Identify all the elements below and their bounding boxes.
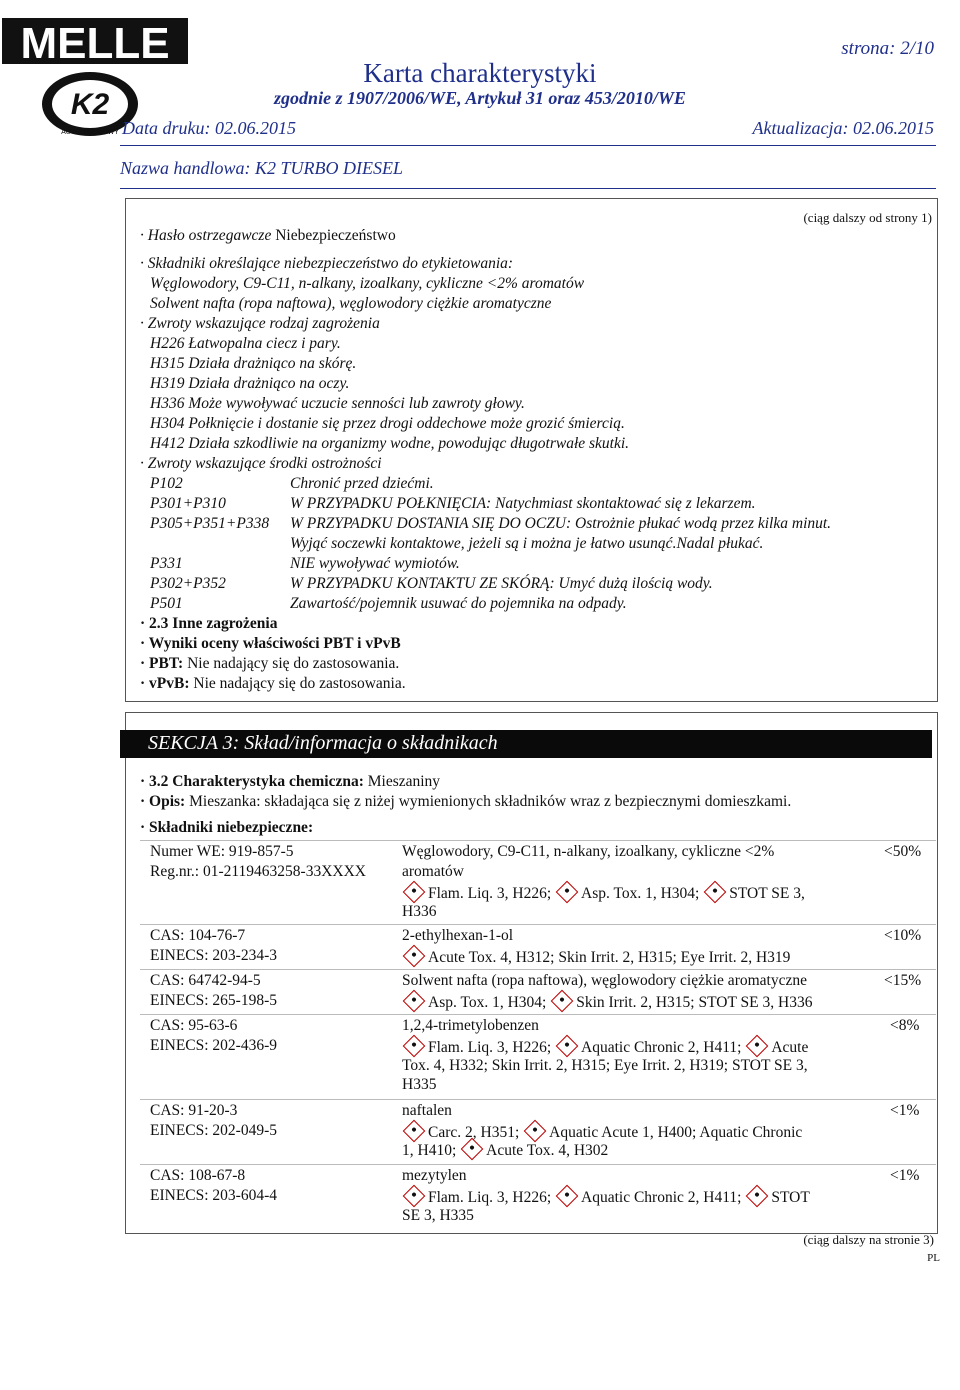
dangerous-heading: · Składniki niebezpieczne:	[140, 819, 314, 836]
component-2: Solwent nafta (ropa naftowa), węglowodory ciężkie aromatyczne	[150, 295, 552, 312]
table-divider	[140, 969, 936, 970]
p-code: P102	[150, 475, 183, 492]
row-2-name: 2-ethylhexan-1-ol	[402, 927, 514, 944]
continued-from: (ciąg dalszy od strony 1)	[803, 210, 932, 225]
page-number: strona: 2/10	[841, 38, 934, 59]
row-1-id: Numer WE: 919-857-5	[150, 843, 294, 860]
classification: STOT SE 3,	[729, 885, 805, 902]
signal-value: Niebezpieczeństwo	[275, 227, 396, 244]
pbt-heading: · Wyniki oceny właściwości PBT i vPvB	[140, 635, 401, 652]
svg-text:MELLE: MELLE	[20, 19, 170, 68]
signal-word-row	[140, 226, 396, 246]
classification: 1, H410;	[402, 1142, 457, 1159]
classification: Aquatic Acute 1, H400; Aquatic Chronic	[549, 1124, 803, 1141]
h-statement: H412 Działa szkodliwie na organizmy wodne, powodując długotrwałe skutki.	[150, 435, 630, 452]
svg-text:AUTO JAK NOWY: AUTO JAK NOWY	[61, 129, 119, 136]
vpvb-value: Nie nadający się do zastosowania.	[193, 675, 406, 692]
components-heading: · Składniki określające niebezpieczeństwo do etykietowania:	[140, 255, 514, 272]
update-date: Aktualizacja: 02.06.2015	[752, 118, 934, 138]
environment-icon	[556, 1035, 579, 1058]
table-divider	[140, 840, 936, 841]
row-2-einecs: EINECS: 203-234-3	[150, 947, 278, 964]
document-subtitle: zgodnie z 1907/2006/WE, Artykuł 31 oraz 453/2010/WE	[274, 88, 686, 108]
row-1-pct: <50%	[884, 843, 922, 860]
classification: Skin Irrit. 2, H315; STOT SE 3, H336	[576, 994, 813, 1011]
row-4-class: H335	[402, 1076, 437, 1093]
desc-value: Mieszanka: składająca się z niżej wymienionych składników wraz z bezpiecznymi domieszkami.	[189, 793, 792, 810]
vpvb-row	[140, 674, 406, 694]
exclamation-icon	[551, 990, 574, 1013]
h-statement: H315 Działa drażniąco na skórę.	[150, 355, 357, 372]
row-5-class	[402, 1141, 608, 1161]
desc-label: · Opis:	[140, 793, 186, 810]
row-3-einecs: EINECS: 265-198-5	[150, 992, 278, 1009]
row-5-name: naftalen	[402, 1102, 452, 1119]
h-statement: H226 Łatwopalna ciecz i pary.	[150, 335, 341, 352]
language-code: PL	[927, 1252, 940, 1264]
row-6-einecs: EINECS: 203-604-4	[150, 1187, 278, 1204]
row-3-class	[402, 993, 812, 1013]
table-divider	[140, 924, 936, 925]
row-4-cas: CAS: 95-63-6	[150, 1017, 238, 1034]
p-code: P331	[150, 555, 183, 572]
chem-value: Mieszaniny	[367, 773, 441, 790]
flame-icon	[403, 1035, 426, 1058]
table-divider	[140, 1014, 936, 1015]
row-3-pct: <15%	[884, 972, 922, 989]
pbt-row	[140, 654, 399, 674]
row-2-cas: CAS: 104-76-7	[150, 927, 246, 944]
classification: Asp. Tox. 1, H304;	[581, 885, 700, 902]
p-code: P305+P351+P338	[150, 515, 270, 532]
exclamation-icon	[746, 1185, 769, 1208]
p-code: P301+P310	[150, 495, 226, 512]
row-2-class	[402, 948, 790, 968]
classification: STOT	[771, 1189, 810, 1206]
continued-to: (ciąg dalszy na stronie 3)	[803, 1232, 934, 1247]
p-text: W PRZYPADKU POŁKNIĘCIA: Natychmiast skontaktować się z lekarzem.	[290, 495, 756, 512]
row-3-name: Solwent nafta (ropa naftowa), węglowodory ciężkie aromatyczne	[402, 972, 807, 989]
flame-icon	[403, 881, 426, 904]
row-4-class	[402, 1038, 808, 1058]
row-5-einecs: EINECS: 202-049-5	[150, 1122, 278, 1139]
row-4-pct: <8%	[890, 1017, 920, 1034]
classification: Aquatic Chronic 2, H411;	[581, 1039, 742, 1056]
header-divider	[120, 145, 936, 146]
document-title: Karta charakterystyki	[363, 58, 597, 88]
row-4-class: Tox. 4, H332; Skin Irrit. 2, H315; Eye Irrit. 2, H319; STOT SE 3,	[402, 1057, 808, 1074]
flame-icon	[403, 1185, 426, 1208]
classification: Flam. Liq. 3, H226;	[428, 885, 552, 902]
h-statement: H319 Działa drażniąco na oczy.	[150, 375, 350, 392]
row-1-class	[402, 884, 805, 904]
classification: Aquatic Chronic 2, H411;	[581, 1189, 742, 1206]
row-1-class: H336	[402, 903, 437, 920]
p-text: Chronić przed dziećmi.	[290, 475, 434, 492]
pbt-value: Nie nadający się do zastosowania.	[187, 655, 400, 672]
row-4-name: 1,2,4-trimetylobenzen	[402, 1017, 539, 1034]
health-hazard-icon	[403, 990, 426, 1013]
row-6-pct: <1%	[890, 1167, 920, 1184]
p-code: P501	[150, 595, 183, 612]
row-6-class	[402, 1188, 810, 1208]
classification: Carc. 2, H351;	[428, 1124, 520, 1141]
signal-label: · Hasło ostrzegawcze	[140, 227, 272, 244]
component-1: Węglowodory, C9-C11, n-alkany, izoalkany, cykliczne <2% aromatów	[150, 275, 585, 292]
classification: Acute	[771, 1039, 809, 1056]
section-3-title: SEKCJA 3: Skład/informacja o składnikach	[148, 732, 498, 754]
p-text: Zawartość/pojemnik usuwać do pojemnika na odpady.	[290, 595, 627, 612]
exclamation-icon	[461, 1138, 484, 1161]
h-statement: H304 Połknięcie i dostanie się przez drogi oddechowe może grozić śmiercią.	[150, 415, 625, 432]
exclamation-icon	[704, 881, 727, 904]
row-2-pct: <10%	[884, 927, 922, 944]
other-hazards-heading: · 2.3 Inne zagrożenia	[140, 615, 278, 632]
chem-label: · 3.2 Charakterystyka chemiczna:	[140, 773, 364, 790]
p-text: NIE wywoływać wymiotów.	[290, 555, 460, 572]
exclamation-icon	[746, 1035, 769, 1058]
classification: Asp. Tox. 1, H304;	[428, 994, 547, 1011]
classification: Flam. Liq. 3, H226;	[428, 1189, 552, 1206]
row-4-einecs: EINECS: 202-436-9	[150, 1037, 278, 1054]
table-divider	[140, 1099, 936, 1100]
p-text: W PRZYPADKU KONTAKTU ZE SKÓRĄ: Umyć dużą ilością wody.	[290, 575, 713, 592]
row-5-class	[402, 1123, 802, 1143]
row-5-cas: CAS: 91-20-3	[150, 1102, 238, 1119]
header-divider	[120, 188, 936, 189]
row-1-name: aromatów	[402, 863, 464, 880]
precaution-heading: · Zwroty wskazujące środki ostrożności	[140, 455, 382, 472]
classification: Acute Tox. 4, H302	[486, 1142, 609, 1159]
chem-row	[140, 772, 440, 792]
row-1-name: Węglowodory, C9-C11, n-alkany, izoalkany, cykliczne <2%	[402, 843, 775, 860]
row-6-class: SE 3, H335	[402, 1207, 474, 1224]
hazard-heading: · Zwroty wskazujące rodzaj zagrożenia	[140, 315, 380, 332]
row-6-name: mezytylen	[402, 1167, 467, 1184]
health-hazard-icon	[403, 1120, 426, 1143]
classification: Acute Tox. 4, H312; Skin Irrit. 2, H315; Eye Irrit. 2, H319	[428, 949, 791, 966]
p-code: P302+P352	[150, 575, 226, 592]
row-6-cas: CAS: 108-67-8	[150, 1167, 246, 1184]
row-5-pct: <1%	[890, 1102, 920, 1119]
environment-icon	[524, 1120, 547, 1143]
pbt-label: · PBT:	[140, 655, 184, 672]
table-divider	[140, 1164, 936, 1165]
desc-row	[140, 792, 791, 812]
row-1-reg: Reg.nr.: 01-2119463258-33XXXX	[150, 863, 366, 880]
classification: Flam. Liq. 3, H226;	[428, 1039, 552, 1056]
exclamation-icon	[403, 945, 426, 968]
health-hazard-icon	[556, 881, 579, 904]
environment-icon	[556, 1185, 579, 1208]
p-text: Wyjąć soczewki kontaktowe, jeżeli są i można je łatwo usunąć.Nadal płukać.	[290, 535, 764, 552]
p-text: W PRZYPADKU DOSTANIA SIĘ DO OCZU: Ostrożnie płukać wodą przez kilka minut.	[290, 515, 832, 532]
row-3-cas: CAS: 64742-94-5	[150, 972, 261, 989]
h-statement: H336 Może wywoływać uczucie senności lub zawroty głowy.	[150, 395, 525, 412]
trade-name: Nazwa handlowa: K2 TURBO DIESEL	[120, 158, 404, 178]
vpvb-label: · vPvB:	[140, 675, 190, 692]
print-date: Data druku: 02.06.2015	[122, 118, 296, 138]
svg-text:K2: K2	[70, 88, 110, 121]
